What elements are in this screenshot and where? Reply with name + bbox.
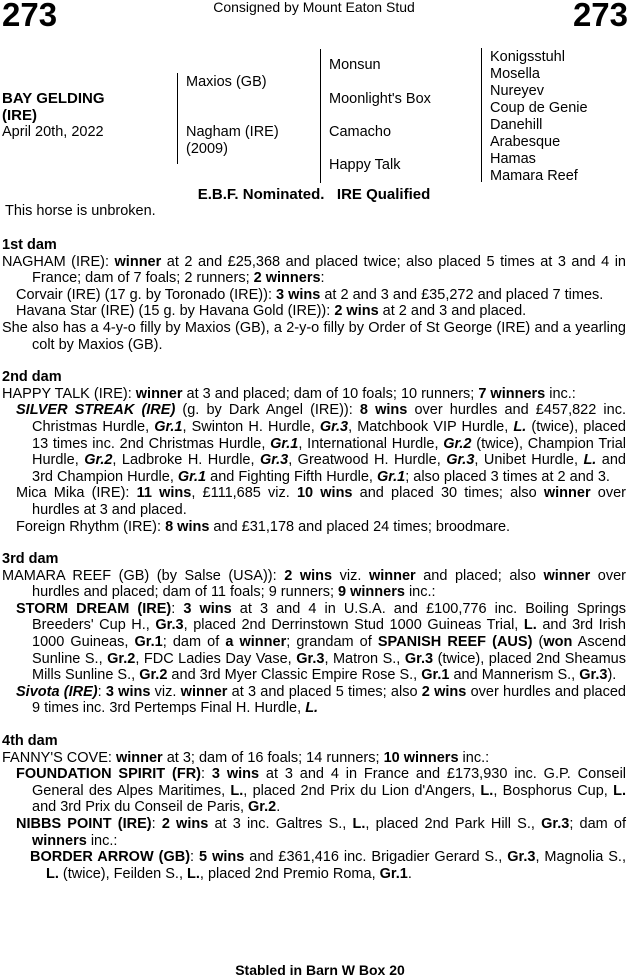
produce-entry: Foreign Rhythm (IRE): 8 wins and £31,178 and placed 24 times; broodmare. <box>16 518 511 535</box>
horse-origin: (IRE) <box>2 107 37 124</box>
pedigree-dam: Nagham (IRE) (2009) <box>186 124 279 157</box>
produce-entry: FOUNDATION SPIRIT (FR): 3 wins at 3 and 4 in France and £173,930 inc. G.P. Conseil General des Alpes Maritimes, L., placed 2nd Prix du Lion d'Angers, L., Bosphorus Cup, L. and 3rd Prix du Conseil de Paris, Gr.2. <box>16 766 627 816</box>
section-third-dam: 3rd dam <box>2 551 59 568</box>
unbroken-note: This horse is unbroken. <box>5 203 156 219</box>
horse-sex-colour: BAY GELDING <box>2 90 105 107</box>
qualifiers: E.B.F. Nominated. IRE Qualified <box>197 186 431 203</box>
pedigree-divider-3 <box>481 48 482 182</box>
produce-entry: Havana Star (IRE) (15 g. by Havana Gold (IRE)): 2 wins at 2 and 3 and placed. <box>16 303 527 320</box>
third-dam-entry: MAMARA REEF (GB) (by Salse (USA)): 2 wins viz. winner and placed; also winner over hurdles and placed; dam of 11 foals; 9 runners; 9 winners inc.: <box>2 567 626 601</box>
second-dam-entry: HAPPY TALK (IRE): winner at 3 and placed; dam of 10 foals; 10 runners; 7 winners inc.: <box>2 385 576 402</box>
pedigree-divider-1 <box>177 73 178 164</box>
lot-number-right: 273 <box>572 0 628 33</box>
section-fourth-dam: 4th dam <box>2 733 58 750</box>
pedigree-grandparent: Monsun <box>329 57 381 73</box>
pedigree-great-grandparents: Konigsstuhl Mosella Nureyev Coup de Genie Danehill Arabesque Hamas Mamara Reef <box>490 49 588 184</box>
produce-entry: Corvair (IRE) (17 g. by Toronado (IRE)): 3 wins at 2 and 3 and £35,272 and placed 7 times. <box>16 286 604 303</box>
pedigree-grandparent: Moonlight's Box <box>329 91 431 107</box>
lot-number-left: 273 <box>2 0 58 33</box>
fourth-dam-entry: FANNY'S COVE: winner at 3; dam of 16 foals; 14 runners; 10 winners inc.: <box>2 749 490 766</box>
produce-entry: She also has a 4-y-o filly by Maxios (GB), a 2-y-o filly by Order of St George (IRE) and a yearling colt by Maxios (GB). <box>2 319 626 353</box>
produce-entry: BORDER ARROW (GB): 5 wins and £361,416 inc. Brigadier Gerard S., Gr.3, Magnolia S., L. (twice), Feilden S., L., placed 2nd Premio Roma, Gr.1. <box>30 849 626 882</box>
stabling-info: Stabled in Barn W Box 20 <box>235 962 405 978</box>
pedigree-sire: Maxios (GB) <box>186 74 267 90</box>
consignor: Consigned by Mount Eaton Stud <box>213 0 415 15</box>
section-first-dam: 1st dam <box>2 237 57 253</box>
pedigree-grandparent: Happy Talk <box>329 157 401 173</box>
section-second-dam: 2nd dam <box>2 369 62 386</box>
pedigree-grandparent: Camacho <box>329 124 392 140</box>
produce-entry: NIBBS POINT (IRE): 2 wins at 3 inc. Galtres S., L., placed 2nd Park Hill S., Gr.3; dam of winners inc.: <box>16 816 626 849</box>
produce-entry: Sivota (IRE): 3 wins viz. winner at 3 and placed 5 times; also 2 wins over hurdles and placed 9 times inc. 3rd Pertemps Final H. Hurdle, L. <box>16 683 626 717</box>
first-dam-entry: NAGHAM (IRE): winner at 2 and £25,368 and placed twice; also placed 5 times at 3 and 4 in France; dam of 7 foals; 2 runners; 2 winners: <box>2 253 626 287</box>
produce-entry: SILVER STREAK (IRE) (g. by Dark Angel (IRE)): 8 wins over hurdles and £457,822 inc. Christmas Hurdle, Gr.1, Swinton H. Hurdle, Gr.3, Matchbook VIP Hurdle, L. (twice), placed 13 times inc. 2nd Christmas Hurdle, Gr.1, International Hurdle, Gr.2 (twice), Champion Trial Hurdle, Gr.2, Ladbroke H. Hurdle, Gr.3, Greatwood H. Hurdle, Gr.3, Unibet Hurdle, L. and 3rd Champion Hurdle, Gr.1 and Fighting Fifth Hurdle, Gr.1; also placed 3 times at 2 and 3. <box>16 402 626 485</box>
foaling-date: April 20th, 2022 <box>2 124 104 140</box>
pedigree-divider-2 <box>320 49 321 183</box>
produce-entry: Mica Mika (IRE): 11 wins, £111,685 viz. 10 wins and placed 30 times; also winner over hurdles at 3 and placed. <box>16 485 626 518</box>
produce-entry: STORM DREAM (IRE): 3 wins at 3 and 4 in U.S.A. and £100,776 inc. Boiling Springs Breeders' Cup H., Gr.3, placed 2nd Derrinstown Stud 1000 Guineas Trial, L. and 3rd Irish 1000 Guineas, Gr.1; dam of a winner; grandam of SPANISH REEF (AUS) (won Ascend Sunline S., Gr.2, FDC Ladies Day Vase, Gr.3, Matron S., Gr.3 (twice), placed 2nd Sheamus Mills Sunline S., Gr.2 and 3rd Myer Classic Empire Rose S., Gr.1 and Mannerism S., Gr.3). <box>16 600 627 684</box>
catalogue-body <box>2 221 626 882</box>
